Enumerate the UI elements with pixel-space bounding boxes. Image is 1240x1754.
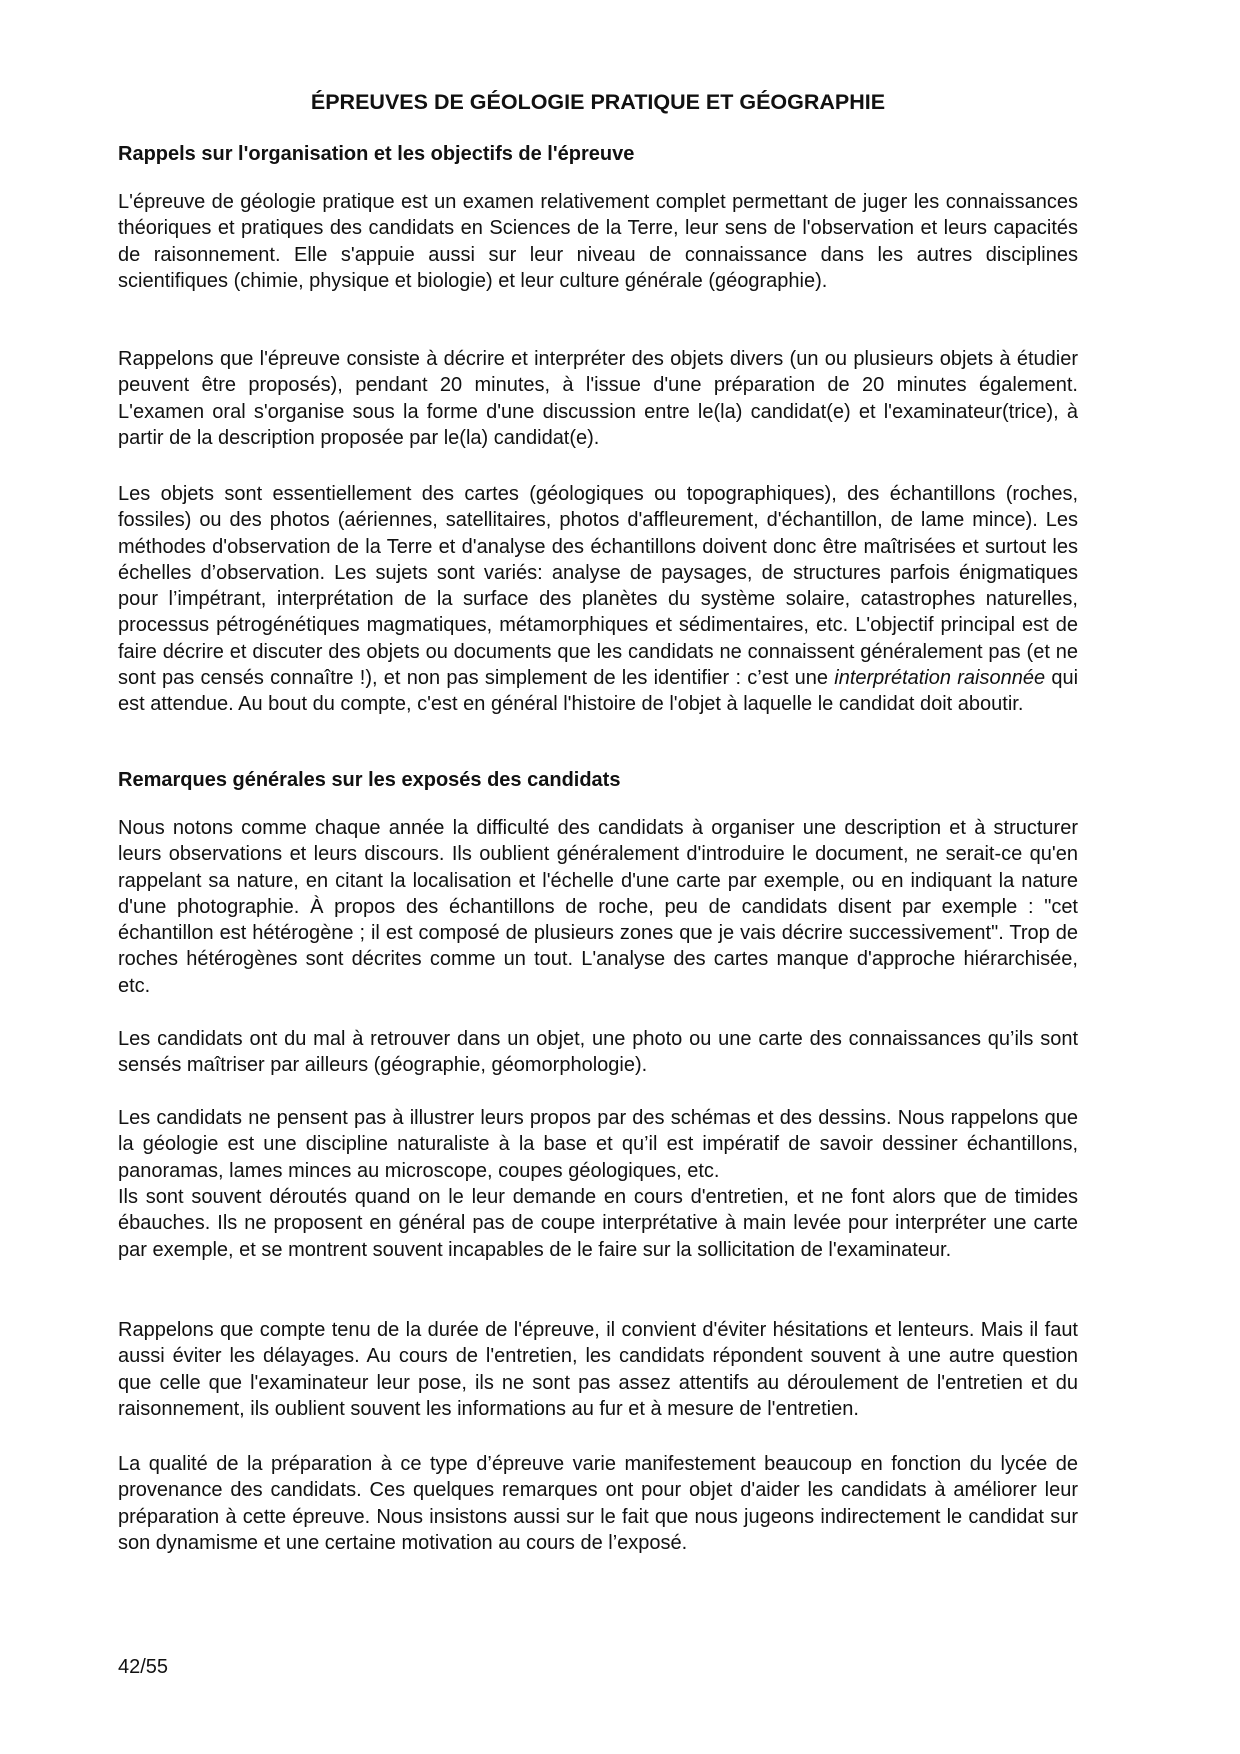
section-heading-organisation: Rappels sur l'organisation et les objectifs de l'épreuve [118,143,635,165]
paragraph-text: Les objets sont essentiellement des cartes (géologiques ou topographiques), des échantillons (roches, fossiles) ou des photos (aériennes, satellitaires, photos d'affleurement, d'échantillon, de lame mince). Les méthodes d'observation de la Terre et d'analyse des échantillons doivent donc être maîtrisées et surtout les échelles d’observation. Les sujets sont variés: analyse de paysages, de structures parfois énigmatiques pour l’impétrant, interprétation de la surface des planètes du système solaire, catastrophes naturelles, processus pétrogénétiques magmatiques, métamorphiques et sédimentaires, etc. L'objectif principal est de faire décrire et discuter des objets ou documents que les candidats ne connaissent généralement pas (et ne sont pas censés connaître !), et non pas simplement de les identifier : c’est une [118,483,1078,690]
paragraph: Les candidats ne pensent pas à illustrer leurs propos par des schémas et des dessins. Nous rappelons que la géologie est une discipline naturaliste à la base et qu’il est impératif de savoir dessiner échantillons, panoramas, lames minces au microscope, coupes géologiques, etc. [118,1107,1078,1182]
paragraph: Nous notons comme chaque année la difficulté des candidats à organiser une description et à structurer leurs observations et leurs discours. Ils oublient généralement d'introduire le document, ne serait-ce qu'en rappelant sa nature, en citant la localisation et l'échelle d'une carte par exemple, ou en indiquant la nature d'une photographie. À propos des échantillons de roche, peu de candidats disent par exemple : "cet échantillon est hétérogène ; il est composé de plusieurs zones que je vais décrire successivement". Trop de roches hétérogènes sont décrites comme un tout. L'analyse des cartes manque d'approche hiérarchisée, etc. [118,817,1078,997]
paragraph: La qualité de la préparation à ce type d’épreuve varie manifestement beaucoup en fonction du lycée de provenance des candidats. Ces quelques remarques ont pour objet d'aider les candidats à améliorer leur préparation à cette épreuve. Nous insistons aussi sur le fait que nous jugeons indirectement le candidat sur son dynamisme et une certaine motivation au cours de l’exposé. [118,1453,1078,1554]
paragraph: Ils sont souvent déroutés quand on le leur demande en cours d'entretien, et ne font alors que de timides ébauches. Ils ne proposent en général pas de coupe interprétative à main levée pour interpréter une carte par exemple, et se montrent souvent incapables de le faire sur la sollicitation de l'examinateur. [118,1186,1078,1261]
paragraph-text: qui est attendue. Au bout du compte, c'est en général l'histoire de l'objet à laquelle le candidat doit aboutir. [118,667,1079,716]
paragraph [118,481,1078,718]
paragraph: L'épreuve de géologie pratique est un examen relativement complet permettant de juger les connaissances théoriques et pratiques des candidats en Sciences de la Terre, leur sens de l'observation et leurs capacités de raisonnement. Elle s'appuie aussi sur leur niveau de connaissance dans les autres disciplines scientifiques (chimie, physique et biologie) et leur culture générale (géographie). [118,191,1078,292]
paragraph: Les candidats ont du mal à retrouver dans un objet, une photo ou une carte des connaissances qu’ils sont sensés maîtriser par ailleurs (géographie, géomorphologie). [118,1028,1078,1077]
emphasis-text: interprétation raisonnée [834,667,1046,690]
document-page [118,0,1078,1754]
paragraph: Rappelons que l'épreuve consiste à décrire et interpréter des objets divers (un ou plusieurs objets à étudier peuvent être proposés), pendant 20 minutes, à l'issue d'une préparation de 20 minutes également. L'examen oral s'organise sous la forme d'une discussion entre le(la) candidat(e) et l'examinateur(trice), à partir de la description proposée par le(la) candidat(e). [118,348,1078,449]
page-number: 42/55 [118,1656,169,1678]
section-heading-remarques: Remarques générales sur les exposés des candidats [118,769,621,791]
page-title: ÉPREUVES DE GÉOLOGIE PRATIQUE ET GÉOGRAPHIE [310,90,886,114]
paragraph: Rappelons que compte tenu de la durée de l'épreuve, il convient d'éviter hésitations et lenteurs. Mais il faut aussi éviter les délayages. Au cours de l'entretien, les candidats répondent souvent à une autre question que celle que l'examinateur leur pose, ils ne sont pas assez attentifs au déroulement de l'entretien et du raisonnement, ils oublient souvent les informations au fur et à mesure de l'entretien. [118,1319,1078,1420]
